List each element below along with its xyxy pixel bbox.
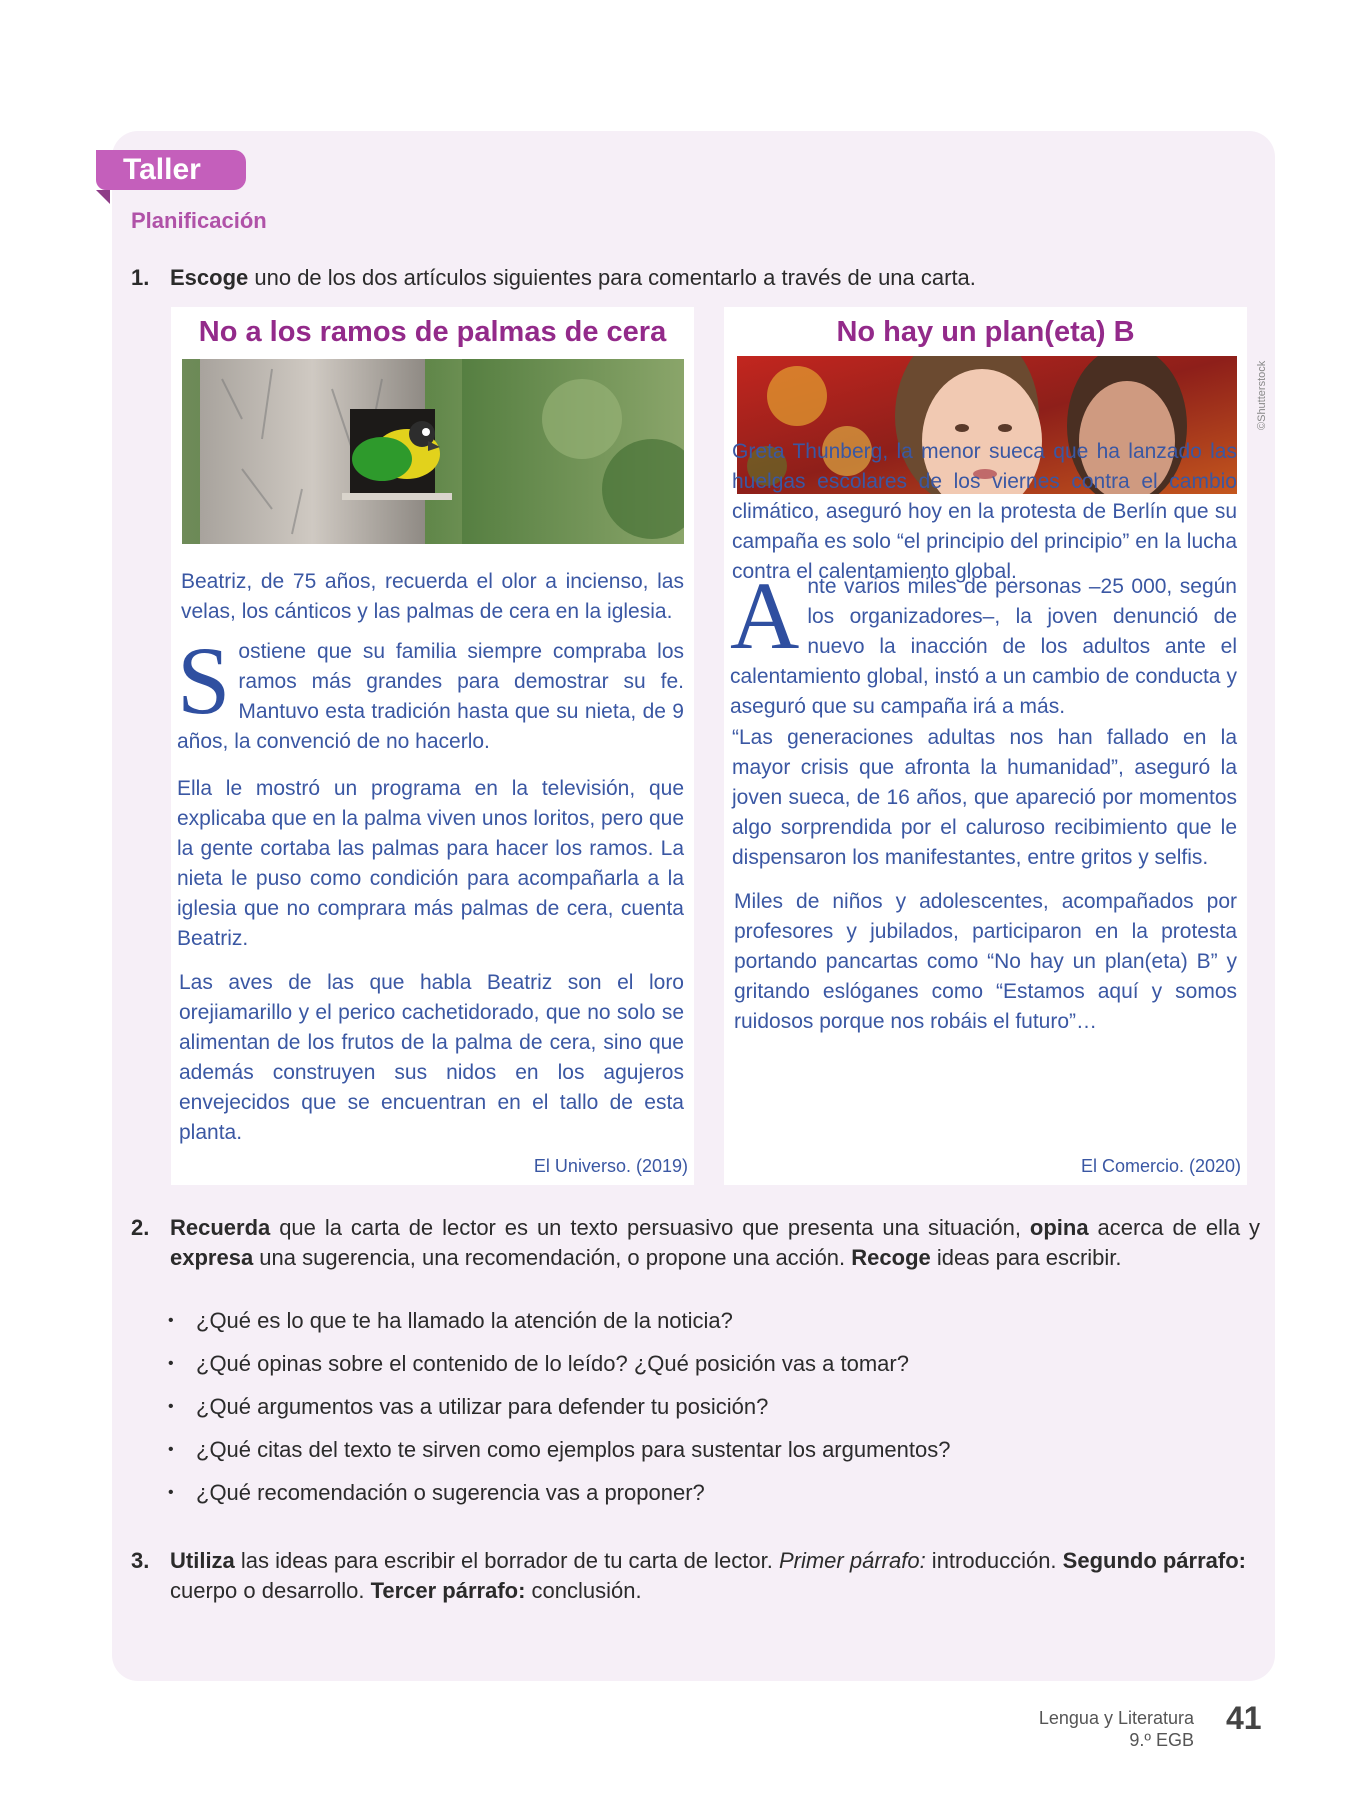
question-rest: uno de los dos artículos siguientes para comentarlo a través de una carta. <box>248 265 976 290</box>
italic-label: Primer párrafo: <box>778 1548 926 1573</box>
question-2 <box>131 1213 1261 1277</box>
verb-bold: Utiliza <box>170 1548 235 1573</box>
question-number: 1. <box>131 265 150 290</box>
question-3 <box>131 1546 1261 1610</box>
photo-credit: ©Shutterstock <box>1256 360 1268 430</box>
verb-bold: Escoge <box>170 265 249 290</box>
article-source: El Universo. (2019) <box>533 1156 688 1176</box>
question-segment: una sugerencia, una recomendación, o propone una acción. <box>253 1245 852 1270</box>
article-lead: Beatriz, de 75 años, recuerda el olor a incienso, las velas, los cánticos y las palmas de cera en la iglesia. <box>181 570 684 623</box>
question-number: 3. <box>131 1548 150 1573</box>
question-segment: las ideas para escribir el borrador de tu carta de lector. <box>234 1548 779 1573</box>
list-item: • ¿Qué citas del texto te sirven como ejemplos para sustentar los argumentos? <box>168 1435 1168 1478</box>
question-segment: conclusión. <box>525 1578 642 1603</box>
article-paragraph: “Las generaciones adultas nos han fallado en la mayor crisis que afronta la humanidad”, aseguró la joven sueca, de 16 años, que apareció por momentos algo sorprendida por el caluroso recibimiento que le dispensaron los manifestantes, entre gritos y selfis. <box>732 726 1237 869</box>
footer-subject <box>1039 1707 1194 1751</box>
section-tab-tail <box>96 190 110 204</box>
list-item: • ¿Qué es lo que te ha llamado la atención de la noticia? <box>168 1306 1168 1349</box>
drop-cap: S <box>177 627 231 734</box>
paragraph-text: ostiene que su familia siempre compraba los ramos más grandes para demostrar su fe. Mantuvo esta tradición hasta que su nieta, de 9 años, la convenció de no hacerlo. <box>177 640 684 753</box>
verb-bold: expresa <box>170 1245 254 1270</box>
question-number: 2. <box>131 1215 150 1240</box>
bold-label: Segundo párrafo: <box>1062 1548 1246 1573</box>
section-tab: Taller <box>96 150 246 190</box>
section-subtitle: Planificación <box>131 208 267 233</box>
page-number: 41 <box>1226 1700 1262 1736</box>
question-segment: acerca de ella y <box>1088 1215 1260 1240</box>
verb-bold: opina <box>1029 1215 1089 1240</box>
article-palmas[interactable] <box>171 307 694 1185</box>
question-segment: que la carta de lector es un texto persuasivo que presenta una situación, <box>270 1215 1030 1240</box>
question-text <box>170 1213 1260 1273</box>
article-paragraph <box>730 562 1237 722</box>
article-title: No hay un plan(eta) B <box>836 316 1135 348</box>
article-planeta[interactable] <box>724 307 1247 1185</box>
question-text <box>170 1546 1260 1606</box>
article-paragraph: Miles de niños y adolescentes, acompañados por profesores y jubilados, participaron en la protesta portando pancartas como “No hay un plan(eta) B” y gritando eslóganes como “Estamos aquí y somos ruidosos porque nos robáis el futuro”… <box>734 890 1237 1033</box>
article-source: El Comercio. (2020) <box>1080 1156 1241 1176</box>
guiding-questions <box>168 1306 1168 1521</box>
verb-bold: Recuerda <box>170 1215 271 1240</box>
question-segment: introducción. <box>925 1548 1063 1573</box>
list-item: • ¿Qué argumentos vas a utilizar para defender tu posición? <box>168 1392 1168 1435</box>
article-title: No a los ramos de palmas de cera <box>198 316 667 348</box>
question-segment: cuerpo o desarrollo. <box>170 1578 371 1603</box>
list-item: • ¿Qué opinas sobre el contenido de lo leído? ¿Qué posición vas a tomar? <box>168 1349 1168 1392</box>
subject-name: Lengua y Literatura <box>1038 1708 1194 1728</box>
article-paragraph <box>177 627 684 757</box>
parrot-photo <box>182 359 684 544</box>
question-text <box>170 263 976 293</box>
question-segment: ideas para escribir. <box>930 1245 1122 1270</box>
verb-bold: Recoge <box>851 1245 931 1270</box>
grade-label: 9.º EGB <box>1129 1730 1194 1750</box>
article-paragraph: Ella le mostró un programa en la televisión, que explicaba que en la palma viven unos loritos, pero que la gente cortaba las palmas para hacer los ramos. La nieta le puso como condición para acompañarla a la iglesia que no comprara más palmas de cera, cuenta Beatriz. <box>177 777 684 950</box>
article-lead: Greta Thunberg, la menor sueca que ha lanzado las huelgas escolares de los viernes contra el cambio climático, aseguró hoy en la protesta de Berlín que su campaña es solo “el principio del principio” en la lucha contra el calentamiento global. <box>732 440 1237 583</box>
paragraph-text: nte varios miles de personas –25 000, según los organizadores–, la joven denunció de nuevo la inacción de los adultos ante el calentamiento global, instó a un cambio de conducta y aseguró que su campaña irá a más. <box>730 575 1237 718</box>
drop-cap: A <box>730 562 800 669</box>
article-paragraph: Las aves de las que habla Beatriz son el loro orejiamarillo y el perico cachetidorado, que no solo se alimentan de los frutos de la palma de cera, sino que además construyen sus nidos en los agujeros envejecidos que se encuentran en el tallo de esta planta. <box>179 971 684 1144</box>
question-1 <box>131 263 1261 293</box>
list-item: • ¿Qué recomendación o sugerencia vas a proponer? <box>168 1478 1168 1521</box>
bold-label: Tercer párrafo: <box>370 1578 526 1603</box>
